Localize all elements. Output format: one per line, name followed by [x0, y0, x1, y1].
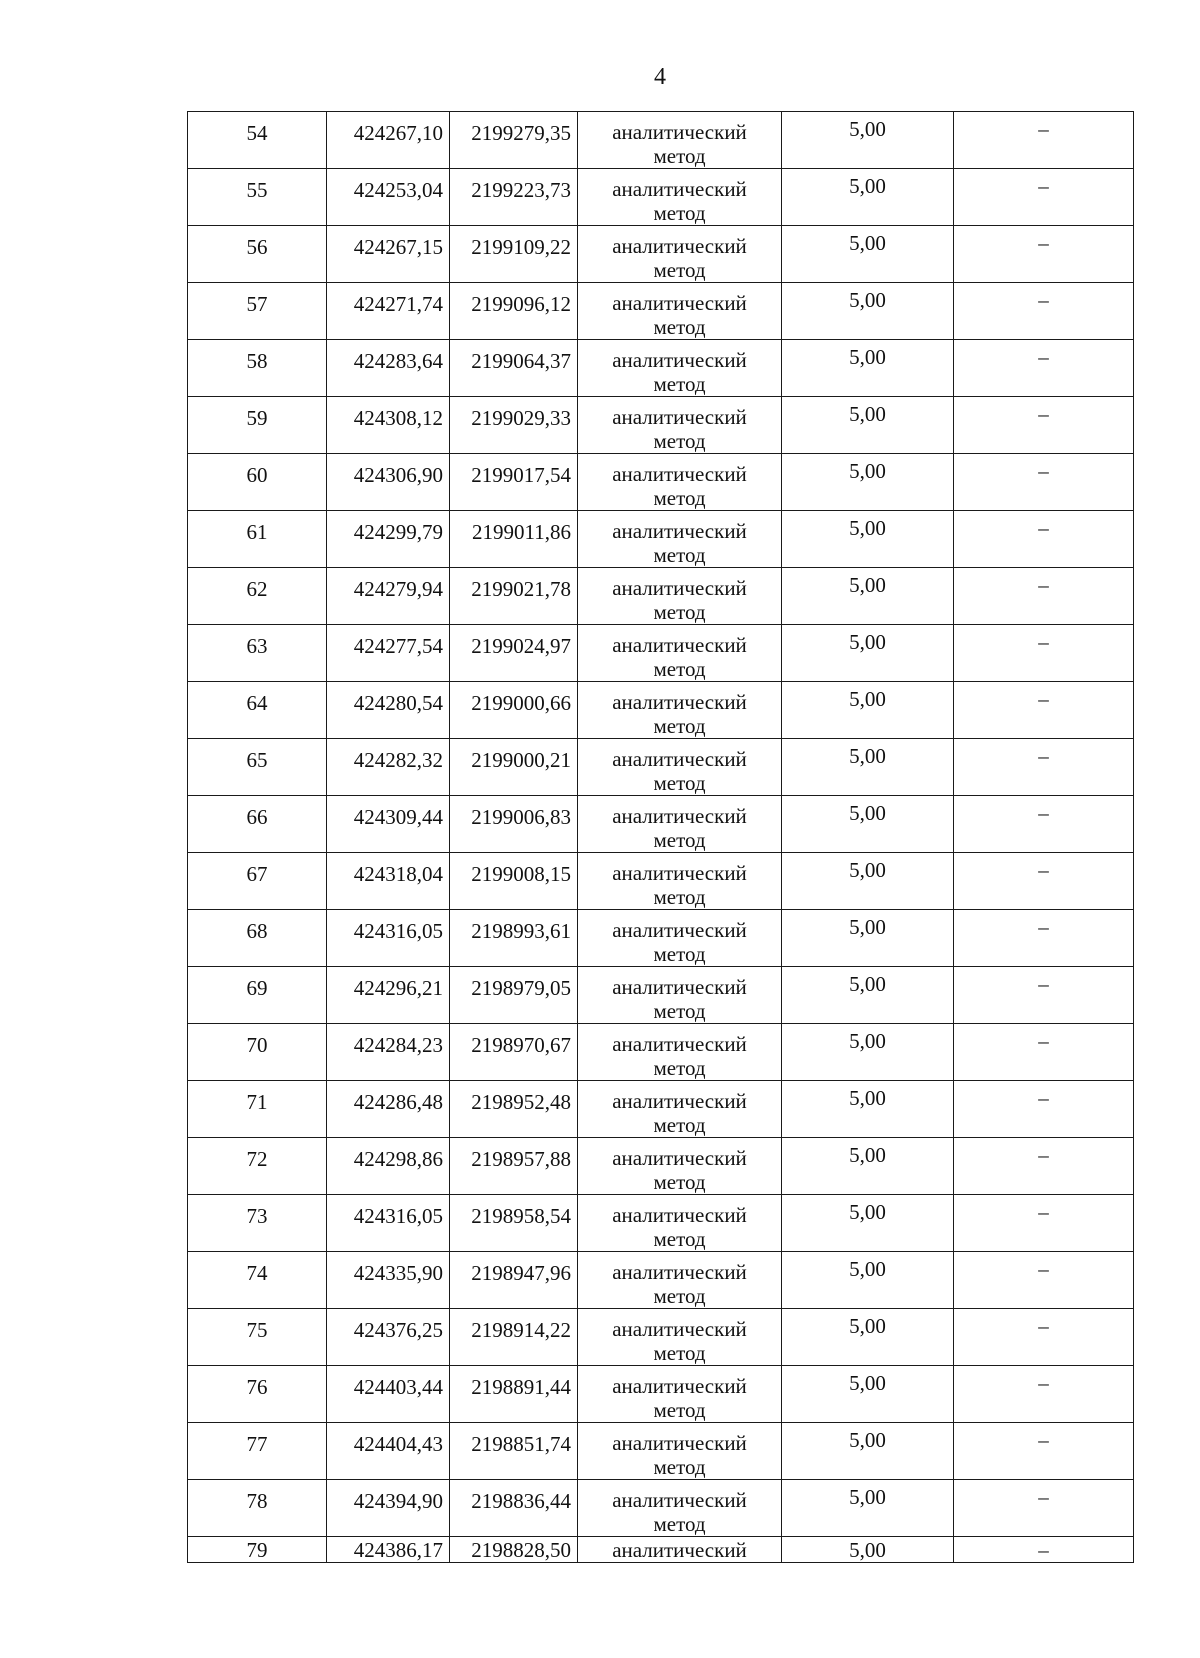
method-line-1: аналитический	[612, 804, 747, 828]
accuracy-cell: 5,00	[782, 1024, 954, 1081]
point-number-cell: 74	[188, 1252, 327, 1309]
method-line-2: метод	[653, 885, 706, 909]
method-line-1: аналитический	[612, 1374, 747, 1398]
point-number-cell: 62	[188, 568, 327, 625]
x-coordinate-cell: 424308,12	[327, 397, 450, 454]
table-row	[188, 226, 1134, 283]
table-row	[188, 454, 1134, 511]
y-coordinate-cell: 2199096,12	[450, 283, 578, 340]
x-coordinate-cell: 424316,05	[327, 1195, 450, 1252]
table-row	[188, 568, 1134, 625]
table-row	[188, 511, 1134, 568]
method-cell	[578, 226, 782, 283]
method-line-2: метод	[653, 1341, 706, 1365]
y-coordinate-cell: 2199024,97	[450, 625, 578, 682]
method-line-2: метод	[653, 1227, 706, 1251]
x-coordinate-cell: 424271,74	[327, 283, 450, 340]
y-coordinate-cell: 2199000,21	[450, 739, 578, 796]
point-number-cell: 69	[188, 967, 327, 1024]
method-line-2: метод	[653, 258, 706, 282]
accuracy-cell: 5,00	[782, 1138, 954, 1195]
point-number-cell: 71	[188, 1081, 327, 1138]
method-line-2: метод	[653, 144, 706, 168]
y-coordinate-cell: 2198914,22	[450, 1309, 578, 1366]
y-coordinate-cell: 2199017,54	[450, 454, 578, 511]
note-cell: –	[954, 1366, 1134, 1423]
method-cell	[578, 283, 782, 340]
method-line-2: метод	[653, 600, 706, 624]
table-row	[188, 1195, 1134, 1252]
method-line-2: метод	[653, 372, 706, 396]
y-coordinate-cell: 2199000,66	[450, 682, 578, 739]
accuracy-cell: 5,00	[782, 1537, 954, 1563]
method-cell	[578, 1024, 782, 1081]
method-cell	[578, 910, 782, 967]
y-coordinate-cell: 2199011,86	[450, 511, 578, 568]
method-line-2: метод	[653, 999, 706, 1023]
table-row	[188, 112, 1134, 169]
x-coordinate-cell: 424298,86	[327, 1138, 450, 1195]
table-row	[188, 796, 1134, 853]
table-row	[188, 1024, 1134, 1081]
accuracy-cell: 5,00	[782, 967, 954, 1024]
point-number-cell: 61	[188, 511, 327, 568]
accuracy-cell: 5,00	[782, 1309, 954, 1366]
method-line-1: аналитический	[612, 1203, 747, 1227]
note-cell: –	[954, 853, 1134, 910]
point-number-cell: 77	[188, 1423, 327, 1480]
method-line-1: аналитический	[612, 1032, 747, 1056]
accuracy-cell: 5,00	[782, 283, 954, 340]
method-line-1: аналитический	[612, 633, 747, 657]
point-number-cell: 64	[188, 682, 327, 739]
y-coordinate-cell: 2198836,44	[450, 1480, 578, 1537]
note-cell: –	[954, 682, 1134, 739]
point-number-cell: 58	[188, 340, 327, 397]
y-coordinate-cell: 2199008,15	[450, 853, 578, 910]
point-number-cell: 63	[188, 625, 327, 682]
point-number-cell: 68	[188, 910, 327, 967]
accuracy-cell: 5,00	[782, 511, 954, 568]
table-row	[188, 169, 1134, 226]
method-cell	[578, 1138, 782, 1195]
method-cell	[578, 853, 782, 910]
y-coordinate-cell: 2198970,67	[450, 1024, 578, 1081]
table-row	[188, 1309, 1134, 1366]
method-line-1: аналитический	[612, 1089, 747, 1113]
method-cell	[578, 169, 782, 226]
accuracy-cell: 5,00	[782, 226, 954, 283]
table-row	[188, 340, 1134, 397]
y-coordinate-cell: 2199223,73	[450, 169, 578, 226]
method-line-1: аналитический	[612, 690, 747, 714]
note-cell: –	[954, 1138, 1134, 1195]
note-cell: –	[954, 1537, 1134, 1563]
table-row	[188, 1480, 1134, 1537]
method-cell	[578, 625, 782, 682]
method-cell	[578, 967, 782, 1024]
note-cell: –	[954, 625, 1134, 682]
y-coordinate-cell: 2198891,44	[450, 1366, 578, 1423]
table-row	[188, 853, 1134, 910]
method-line-2: метод	[653, 429, 706, 453]
method-cell	[578, 796, 782, 853]
note-cell: –	[954, 739, 1134, 796]
method-cell	[578, 568, 782, 625]
method-cell	[578, 1366, 782, 1423]
note-cell: –	[954, 169, 1134, 226]
y-coordinate-cell: 2198957,88	[450, 1138, 578, 1195]
y-coordinate-cell: 2198993,61	[450, 910, 578, 967]
y-coordinate-cell: 2199021,78	[450, 568, 578, 625]
note-cell: –	[954, 1423, 1134, 1480]
method-line-1: аналитический	[612, 1146, 747, 1170]
point-number-cell: 67	[188, 853, 327, 910]
table-row	[188, 1423, 1134, 1480]
accuracy-cell: 5,00	[782, 169, 954, 226]
y-coordinate-cell: 2199064,37	[450, 340, 578, 397]
accuracy-cell: 5,00	[782, 910, 954, 967]
method-line-2: метод	[653, 828, 706, 852]
method-line-2: метод	[653, 1113, 706, 1137]
note-cell: –	[954, 454, 1134, 511]
table-body	[188, 112, 1134, 1563]
note-cell: –	[954, 1252, 1134, 1309]
x-coordinate-cell: 424279,94	[327, 568, 450, 625]
x-coordinate-cell: 424267,15	[327, 226, 450, 283]
table-row	[188, 739, 1134, 796]
accuracy-cell: 5,00	[782, 1081, 954, 1138]
y-coordinate-cell: 2198947,96	[450, 1252, 578, 1309]
method-line-1: аналитический	[612, 462, 747, 486]
method-line-1: аналитический	[612, 291, 747, 315]
table-row	[188, 625, 1134, 682]
note-cell: –	[954, 1480, 1134, 1537]
note-cell: –	[954, 568, 1134, 625]
x-coordinate-cell: 424282,32	[327, 739, 450, 796]
accuracy-cell: 5,00	[782, 1423, 954, 1480]
note-cell: –	[954, 340, 1134, 397]
x-coordinate-cell: 424299,79	[327, 511, 450, 568]
method-line-2: метод	[653, 201, 706, 225]
note-cell: –	[954, 967, 1134, 1024]
method-cell	[578, 1423, 782, 1480]
point-number-cell: 56	[188, 226, 327, 283]
x-coordinate-cell: 424296,21	[327, 967, 450, 1024]
accuracy-cell: 5,00	[782, 397, 954, 454]
table-row	[188, 682, 1134, 739]
accuracy-cell: 5,00	[782, 454, 954, 511]
note-cell: –	[954, 397, 1134, 454]
point-number-cell: 57	[188, 283, 327, 340]
method-line-2: метод	[653, 657, 706, 681]
note-cell: –	[954, 283, 1134, 340]
method-line-2: метод	[653, 714, 706, 738]
method-line-1: аналитический	[612, 1538, 747, 1562]
x-coordinate-cell: 424403,44	[327, 1366, 450, 1423]
accuracy-cell: 5,00	[782, 625, 954, 682]
method-line-2: метод	[653, 1455, 706, 1479]
method-cell	[578, 340, 782, 397]
point-number-cell: 78	[188, 1480, 327, 1537]
method-cell	[578, 1537, 782, 1563]
method-line-1: аналитический	[612, 519, 747, 543]
method-cell	[578, 682, 782, 739]
coordinates-table	[187, 111, 1134, 1563]
x-coordinate-cell: 424286,48	[327, 1081, 450, 1138]
point-number-cell: 55	[188, 169, 327, 226]
accuracy-cell: 5,00	[782, 112, 954, 169]
method-cell	[578, 397, 782, 454]
accuracy-cell: 5,00	[782, 682, 954, 739]
method-line-1: аналитический	[612, 861, 747, 885]
table-row	[188, 910, 1134, 967]
method-cell	[578, 1309, 782, 1366]
y-coordinate-cell: 2198958,54	[450, 1195, 578, 1252]
point-number-cell: 79	[188, 1537, 327, 1563]
method-cell	[578, 739, 782, 796]
method-line-2: метод	[653, 771, 706, 795]
accuracy-cell: 5,00	[782, 739, 954, 796]
x-coordinate-cell: 424376,25	[327, 1309, 450, 1366]
method-line-1: аналитический	[612, 576, 747, 600]
note-cell: –	[954, 112, 1134, 169]
method-line-2: метод	[653, 1170, 706, 1194]
note-cell: –	[954, 1195, 1134, 1252]
method-line-1: аналитический	[612, 177, 747, 201]
method-cell	[578, 454, 782, 511]
accuracy-cell: 5,00	[782, 1252, 954, 1309]
x-coordinate-cell: 424284,23	[327, 1024, 450, 1081]
x-coordinate-cell: 424283,64	[327, 340, 450, 397]
table-row	[188, 967, 1134, 1024]
method-cell	[578, 1081, 782, 1138]
note-cell: –	[954, 1309, 1134, 1366]
method-line-2: метод	[653, 1398, 706, 1422]
point-number-cell: 66	[188, 796, 327, 853]
method-line-1: аналитический	[612, 1431, 747, 1455]
x-coordinate-cell: 424267,10	[327, 112, 450, 169]
table-row	[188, 283, 1134, 340]
method-line-1: аналитический	[612, 918, 747, 942]
point-number-cell: 60	[188, 454, 327, 511]
method-line-1: аналитический	[612, 1317, 747, 1341]
accuracy-cell: 5,00	[782, 568, 954, 625]
method-line-1: аналитический	[612, 120, 747, 144]
y-coordinate-cell: 2199006,83	[450, 796, 578, 853]
note-cell: –	[954, 1081, 1134, 1138]
point-number-cell: 59	[188, 397, 327, 454]
x-coordinate-cell: 424386,17	[327, 1537, 450, 1563]
method-line-2: метод	[653, 1056, 706, 1080]
x-coordinate-cell: 424394,90	[327, 1480, 450, 1537]
accuracy-cell: 5,00	[782, 1195, 954, 1252]
method-cell	[578, 511, 782, 568]
method-cell	[578, 1195, 782, 1252]
note-cell: –	[954, 226, 1134, 283]
x-coordinate-cell: 424335,90	[327, 1252, 450, 1309]
x-coordinate-cell: 424280,54	[327, 682, 450, 739]
accuracy-cell: 5,00	[782, 853, 954, 910]
accuracy-cell: 5,00	[782, 1366, 954, 1423]
point-number-cell: 76	[188, 1366, 327, 1423]
method-line-2: метод	[653, 1284, 706, 1308]
table-row	[188, 1537, 1134, 1563]
note-cell: –	[954, 796, 1134, 853]
point-number-cell: 65	[188, 739, 327, 796]
y-coordinate-cell: 2199109,22	[450, 226, 578, 283]
table-row	[188, 1138, 1134, 1195]
accuracy-cell: 5,00	[782, 796, 954, 853]
y-coordinate-cell: 2198828,50	[450, 1537, 578, 1563]
y-coordinate-cell: 2198979,05	[450, 967, 578, 1024]
method-line-2: метод	[653, 543, 706, 567]
point-number-cell: 70	[188, 1024, 327, 1081]
table-row	[188, 397, 1134, 454]
table-row	[188, 1252, 1134, 1309]
x-coordinate-cell: 424404,43	[327, 1423, 450, 1480]
accuracy-cell: 5,00	[782, 1480, 954, 1537]
point-number-cell: 73	[188, 1195, 327, 1252]
method-line-1: аналитический	[612, 234, 747, 258]
method-line-2: метод	[653, 1512, 706, 1536]
method-cell	[578, 112, 782, 169]
table-row	[188, 1081, 1134, 1138]
note-cell: –	[954, 511, 1134, 568]
x-coordinate-cell: 424253,04	[327, 169, 450, 226]
note-cell: –	[954, 1024, 1134, 1081]
method-line-1: аналитический	[612, 975, 747, 999]
table-row	[188, 1366, 1134, 1423]
x-coordinate-cell: 424277,54	[327, 625, 450, 682]
y-coordinate-cell: 2198952,48	[450, 1081, 578, 1138]
method-line-1: аналитический	[612, 1488, 747, 1512]
accuracy-cell: 5,00	[782, 340, 954, 397]
x-coordinate-cell: 424318,04	[327, 853, 450, 910]
point-number-cell: 54	[188, 112, 327, 169]
point-number-cell: 75	[188, 1309, 327, 1366]
note-cell: –	[954, 910, 1134, 967]
method-line-1: аналитический	[612, 747, 747, 771]
y-coordinate-cell: 2198851,74	[450, 1423, 578, 1480]
method-line-1: аналитический	[612, 348, 747, 372]
x-coordinate-cell: 424309,44	[327, 796, 450, 853]
method-line-2: метод	[653, 315, 706, 339]
x-coordinate-cell: 424306,90	[327, 454, 450, 511]
method-cell	[578, 1480, 782, 1537]
y-coordinate-cell: 2199029,33	[450, 397, 578, 454]
point-number-cell: 72	[188, 1138, 327, 1195]
x-coordinate-cell: 424316,05	[327, 910, 450, 967]
page-number: 4	[654, 64, 666, 90]
method-cell	[578, 1252, 782, 1309]
y-coordinate-cell: 2199279,35	[450, 112, 578, 169]
method-line-1: аналитический	[612, 1260, 747, 1284]
method-line-1: аналитический	[612, 405, 747, 429]
method-line-2: метод	[653, 486, 706, 510]
method-line-2: метод	[653, 942, 706, 966]
